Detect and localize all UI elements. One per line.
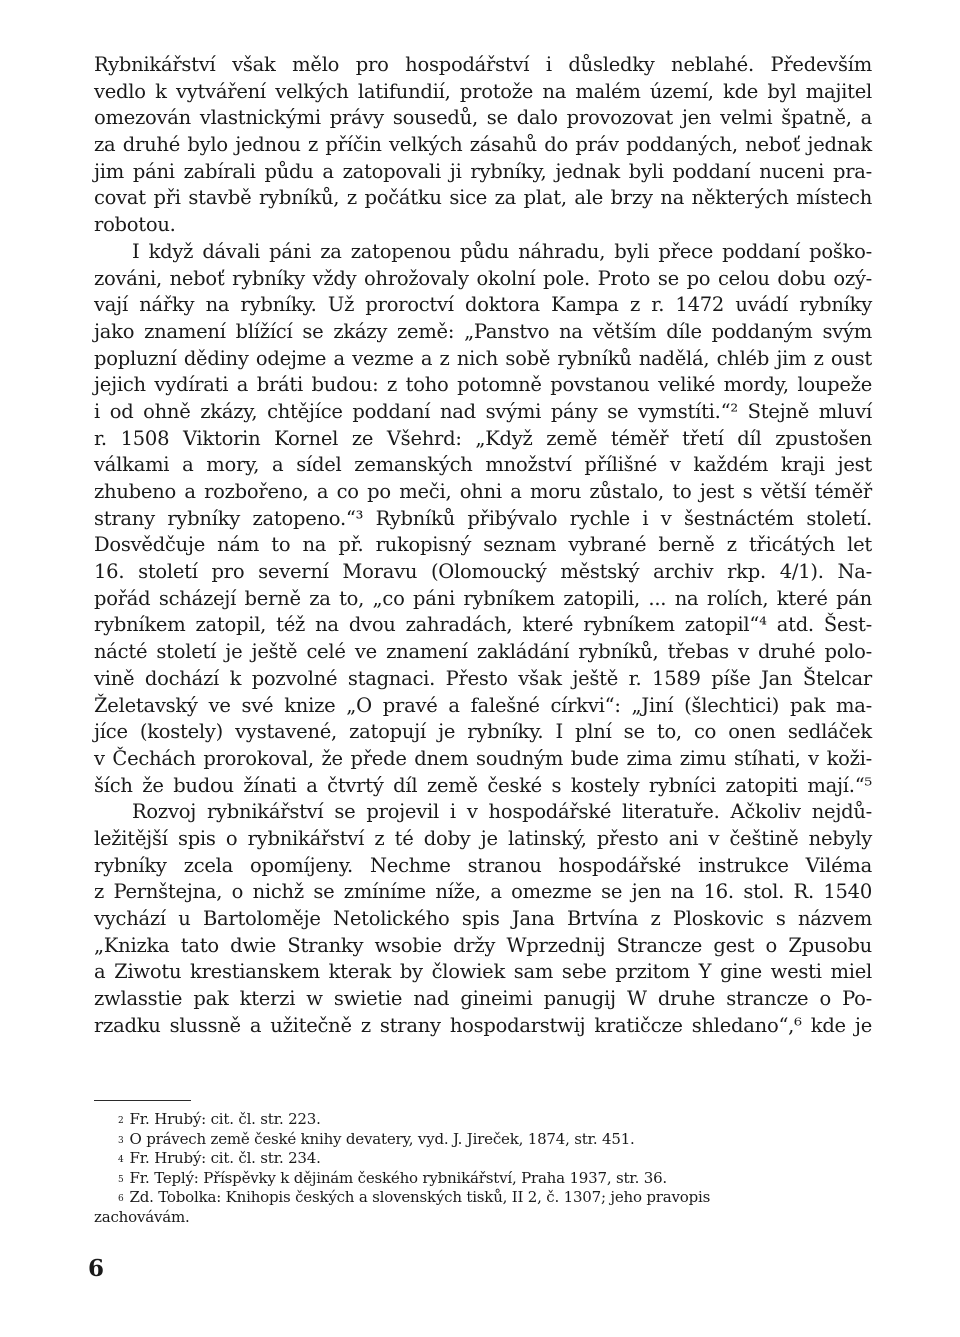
footnote-mark: 3 <box>118 1135 124 1146</box>
text-line: jíce (kostely) vystavené, zatopují je rybníky. I plní se to, co onen sedláček <box>94 720 872 744</box>
text-line: popluzní dědiny odejme a vezme a z nich sobě rybníků nadělá, chléb jim z oust <box>94 346 872 370</box>
text-line: Dosvědčuje nám to na př. rukopisný seznam vybrané berně z třicátých let <box>94 533 872 557</box>
footnote <box>94 1188 872 1208</box>
text-line: rzadku slussně a užitečně z strany hospodarstwij kratičcze shledano“,⁶ kde je <box>94 1013 872 1037</box>
text-line: Rybnikářství však mělo pro hospodářství i důsledky neblahé. Především <box>94 53 872 76</box>
footnote <box>94 1110 872 1130</box>
text-line: zováni, neboť rybníky vždy ohrožovaly okolní pole. Proto se po celou dobu ozý- <box>94 266 872 290</box>
text-line: vedlo k vytváření velkých latifundií, protože na malém území, kde byl majitel <box>94 79 872 103</box>
text-line: v Čechách prorokoval, že přede dnem soudným bude zima zimu stíhati, v koži- <box>94 746 872 770</box>
footnote-text: Fr. Hrubý: cit. čl. str. 223. <box>129 1110 321 1128</box>
text-line: jim páni zabírali půdu a zatopovali ji rybníky, jednak byli poddaní nuceni pra- <box>94 159 872 183</box>
text-line: I když dávali páni za zatopenou půdu náhradu, byli přece poddaní poško- <box>132 239 872 263</box>
text-line: rybníkem zatopil, též na dvou zahradách, které rybníkem zatopil“⁴ atd. Šest- <box>94 613 872 637</box>
footnote-divider <box>94 1100 191 1101</box>
text-line: robotou. <box>94 213 176 237</box>
text-line: „Knizka tato dwie Stranky wsobie držy Wprzednij Strancze gest o Zpusobu <box>94 933 872 957</box>
text-line: Rozvoj rybnikářství se projevil i v hospodářské literatuře. Ačkoliv nejdů- <box>132 800 872 824</box>
text-line: zwlasstie pak kterzi w swietie nad gineimi panugij W druhe strancze o Po- <box>94 987 872 1011</box>
text-line: jejich vydírati a bráti budou: z toho potomně povstanou veliké mordy, loupeže <box>94 373 872 397</box>
text-line: zhubeno a rozbořeno, a co po meči, ohni a moru zůstalo, to jest s větší téměř <box>94 480 872 503</box>
text-line: vají nářky na rybníky. Už proroctví doktora Kampa z r. 1472 uvádí rybníky <box>94 293 872 317</box>
text-line: ších že budou žínati a čtvrtý díl země české s kostely rybníci zatopiti mají.“⁵ <box>94 773 872 797</box>
footnotes <box>94 1110 872 1227</box>
text-line: a Ziwotu krestianskem kterak by člowiek sam sebe przitom Y gine westi miel <box>94 960 872 984</box>
text-line: vině dochází k pozvolné stagnaci. Přesto však ještě r. 1589 píše Jan Štelcar <box>94 666 872 690</box>
text-line: jako znamení blížící se zkázy země: „Panstvo na větším díle poddaným svým <box>94 319 872 343</box>
text-line: strany rybníky zatopeno.“³ Rybníků přibývalo rychle i v šestnáctém století. <box>94 506 872 530</box>
text-line: omezován vlastnickými právy sousedů, se dalo provozovat jen velmi špatně, a <box>94 106 872 130</box>
paragraph-2 <box>94 239 872 799</box>
footnote-mark: 4 <box>118 1155 124 1165</box>
text-line: pořád scházejí berně za to, „co páni rybníkem zatopili, ... na rolích, které pán <box>94 586 872 610</box>
page-number: 6 <box>88 1255 105 1282</box>
footnote-text: O právech země české knihy devatery, vyd. J. Jireček, 1874, str. 451. <box>129 1129 635 1148</box>
main-text <box>94 52 872 1039</box>
paragraph-1 <box>94 52 872 239</box>
footnote-continuation: zachovávám. <box>94 1207 190 1226</box>
footnote-text: Fr. Hrubý: cit. čl. str. 234. <box>129 1149 321 1167</box>
footnote-text: Zd. Tobolka: Knihopis českých a slovenských tisků, II 2, č. 1307; jeho pravopis <box>129 1188 711 1206</box>
text-line: i od ohně zkázy, chtějíce poddaní nad svými pány se vymstíti.“² Stejně mluví <box>94 399 872 423</box>
text-line: covat při stavbě rybníků, z počátku sice za plat, ale brzy na některých místech <box>94 186 872 210</box>
footnote-mark: 5 <box>118 1174 124 1185</box>
text-line: r. 1508 Viktorin Kornel ze Všehrd: „Když země téměř třetí díl zpustošen <box>94 426 872 450</box>
footnote-mark: 2 <box>118 1116 124 1126</box>
footnote-mark: 6 <box>118 1194 124 1204</box>
footnote <box>94 1130 872 1150</box>
text-line: Želetavský ve své knize „O pravé a falešné církvi“: „Jiní (šlechtici) pak ma- <box>94 693 872 717</box>
footnote <box>94 1169 872 1189</box>
text-line: nácté století je ještě celé ve znamení zakládání rybníků, třebas v druhé polo- <box>94 640 872 664</box>
paragraph-3 <box>94 799 872 1039</box>
text-line: za druhé bylo jednou z příčin velkých zásahů do práv poddaných, neboť jednak <box>94 133 872 157</box>
text-line: z Pernštejna, o nichž se zmíníme níže, a omezme se jen na 16. stol. R. 1540 <box>94 880 872 904</box>
footnote <box>94 1149 872 1169</box>
text-line: válkami a mory, a sídel zemanských množství přílišné v každém kraji jest <box>94 453 872 477</box>
text-line: vychází u Bartoloměje Netolického spis Jana Brtvína z Ploskovic s názvem <box>94 907 872 930</box>
text-line: 16. století pro severní Moravu (Olomoucký městský archiv rkp. 4/1). Na- <box>94 560 872 584</box>
text-line: rybníky zcela opomíjeny. Nechme stranou hospodářské instrukce Viléma <box>94 853 872 877</box>
text-line: ležitější spis o rybnikářství z té doby je latinský, přesto ani v češtině nebyly <box>94 826 872 850</box>
footnote-text: Fr. Teplý: Příspěvky k dějinám českého rybnikářství, Praha 1937, str. 36. <box>129 1168 668 1187</box>
